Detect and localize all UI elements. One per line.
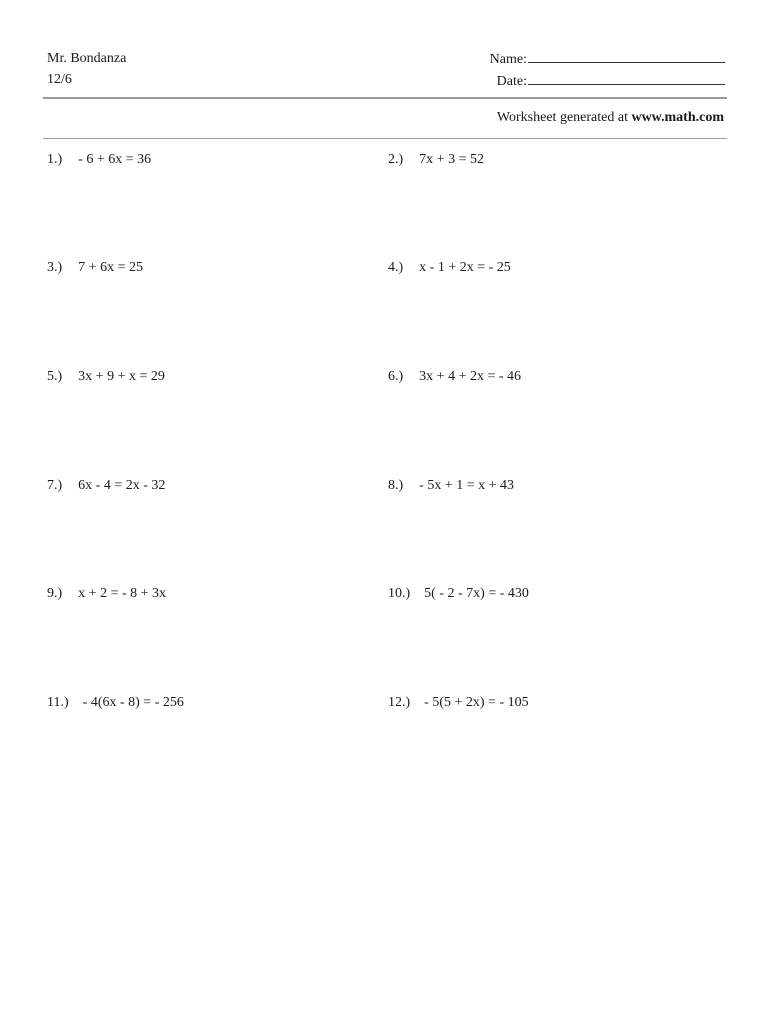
generated-site: www.math.com <box>631 110 724 125</box>
problem-number: 7.) <box>47 478 63 493</box>
problem-equation: 5( - 2 - 7x) = - 430 <box>424 586 529 601</box>
date-blank-line <box>528 70 725 85</box>
problem-5 <box>47 369 165 385</box>
problem-equation: x + 2 = - 8 + 3x <box>78 586 167 601</box>
problem-number: 1.) <box>47 152 63 167</box>
problem-number: 9.) <box>47 586 63 601</box>
problem-2 <box>388 152 484 168</box>
problem-equation: - 4(6x - 8) = - 256 <box>82 695 184 710</box>
worksheet-date: 12/6 <box>47 72 72 87</box>
problem-equation: 7x + 3 = 52 <box>419 152 484 167</box>
name-field <box>490 48 725 70</box>
problem-11 <box>47 695 184 711</box>
problem-8 <box>388 478 514 494</box>
problem-equation: 3x + 9 + x = 29 <box>78 369 165 384</box>
problem-number: 3.) <box>47 260 63 275</box>
problem-1 <box>47 152 151 168</box>
problem-equation: - 6 + 6x = 36 <box>78 152 152 167</box>
teacher-info <box>47 48 126 90</box>
problem-equation: - 5(5 + 2x) = - 105 <box>424 695 529 710</box>
problem-number: 4.) <box>388 260 404 275</box>
problem-equation: 3x + 4 + 2x = - 46 <box>419 369 522 384</box>
problem-number: 10.) <box>388 586 411 601</box>
problem-7 <box>47 478 165 494</box>
problem-number: 2.) <box>388 152 404 167</box>
generated-prefix: Worksheet generated at <box>496 110 632 125</box>
problem-10 <box>388 586 529 602</box>
date-field <box>490 70 725 92</box>
student-fields <box>490 48 725 92</box>
problem-3 <box>47 260 143 276</box>
problem-12 <box>388 695 529 711</box>
header-divider <box>43 97 727 99</box>
problem-number: 12.) <box>388 695 411 710</box>
name-label: Name: <box>489 52 527 67</box>
generated-note <box>497 110 724 126</box>
problem-6 <box>388 369 521 385</box>
problem-9 <box>47 586 166 602</box>
problem-number: 5.) <box>47 369 63 384</box>
problem-equation: 7 + 6x = 25 <box>78 260 143 275</box>
subheader-divider <box>43 138 727 139</box>
problem-equation: - 5x + 1 = x + 43 <box>419 478 515 493</box>
problem-4 <box>388 260 511 276</box>
teacher-name: Mr. Bondanza <box>47 51 127 66</box>
date-label: Date: <box>496 74 527 89</box>
problem-number: 8.) <box>388 478 404 493</box>
problem-equation: 6x - 4 = 2x - 32 <box>78 478 166 493</box>
problem-equation: x - 1 + 2x = - 25 <box>419 260 511 275</box>
problem-number: 11.) <box>47 695 69 710</box>
problem-number: 6.) <box>388 369 404 384</box>
name-blank-line <box>528 48 725 63</box>
